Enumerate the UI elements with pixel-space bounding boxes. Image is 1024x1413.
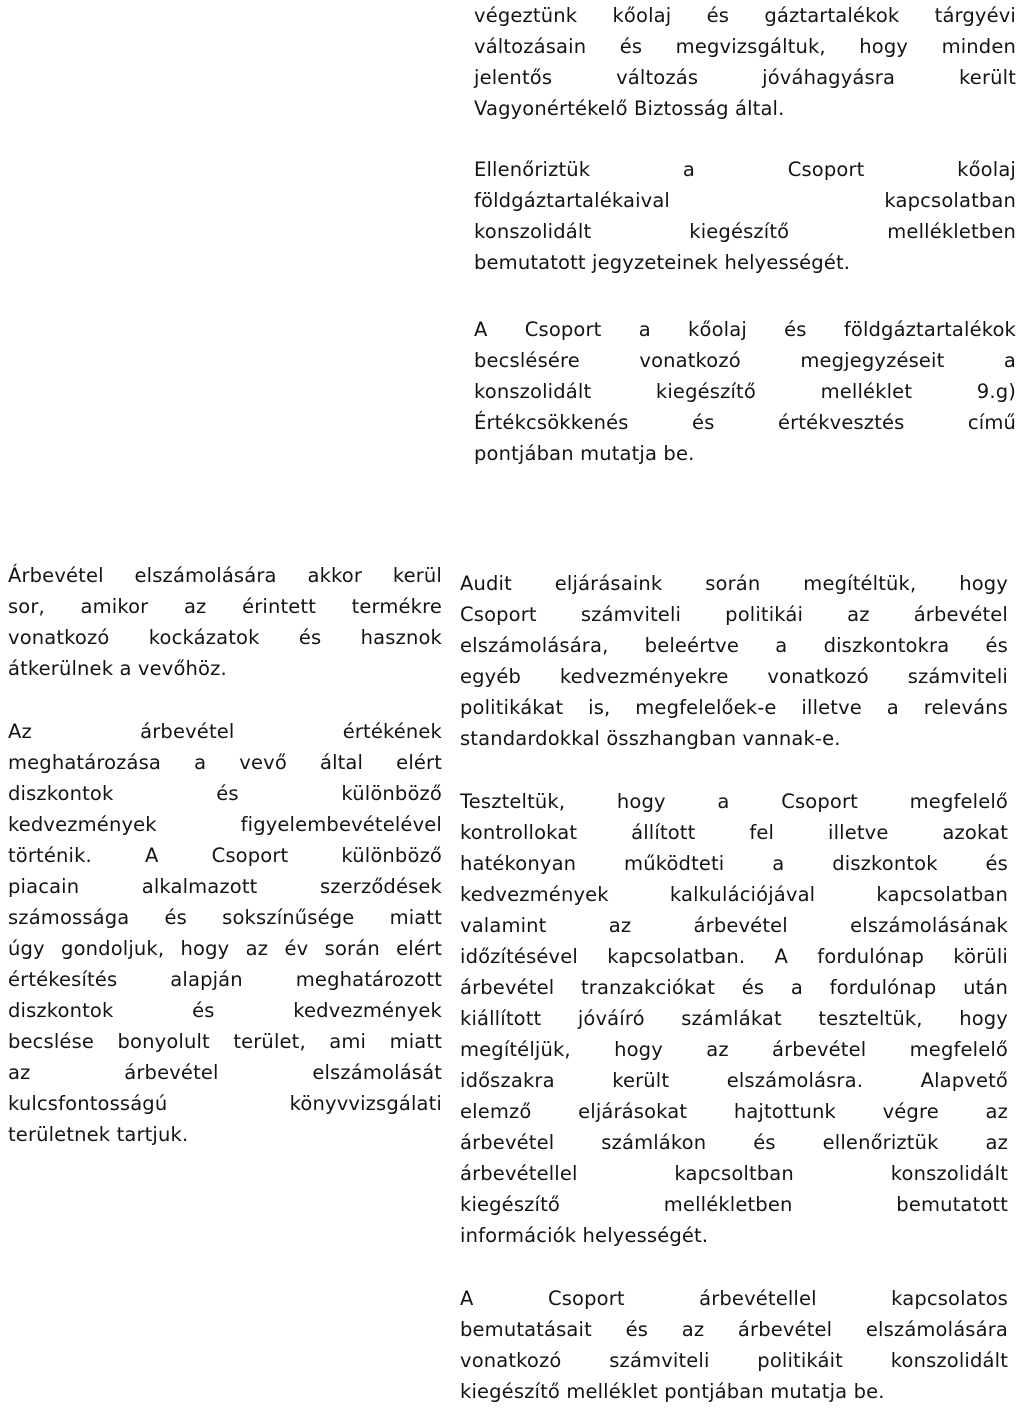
text-line: Csoport számviteli politikái az árbevétel xyxy=(460,603,1008,626)
text-line: becslése bonyolult terület, ami miatt xyxy=(8,1030,442,1053)
paragraph-reserves-changes-review xyxy=(474,0,1016,124)
text-line: konszolidált kiegészítő mellékletben xyxy=(474,220,1016,243)
text-line: pontjában mutatja be. xyxy=(474,442,695,465)
text-line: piacain alkalmazott szerződések xyxy=(8,875,442,898)
paragraph-revenue-valuation-kam xyxy=(8,716,442,1150)
text-line: földgáztartalékaival kapcsolatban xyxy=(474,189,1016,212)
text-line: becslésére vonatkozó megjegyzéseit a xyxy=(474,349,1016,372)
text-line: időzítésével kapcsolatban. A fordulónap körüli xyxy=(460,945,1008,968)
text-line: árbevétel tranzakciókat és a fordulónap után xyxy=(460,976,1008,999)
text-line: végeztünk kőolaj és gáztartalékok tárgyévi xyxy=(474,4,1016,27)
paragraph-controls-testing xyxy=(460,786,1008,1251)
text-line: politikákat is, megfelelőek-e illetve a releváns xyxy=(460,696,1008,719)
text-line: standardokkal összhangban vannak-e. xyxy=(460,727,841,750)
text-line: diszkontok és kedvezmények xyxy=(8,999,442,1022)
paragraph-revenue-disclosure xyxy=(460,1283,1008,1407)
text-line: Ellenőriztük a Csoport kőolaj xyxy=(474,158,1016,181)
text-line: Teszteltük, hogy a Csoport megfelelő xyxy=(460,790,1008,813)
text-line: Audit eljárásaink során megítéltük, hogy xyxy=(460,572,1008,595)
text-line: hatékonyan működteti a diszkontok és xyxy=(460,852,1008,875)
text-line: az árbevétel elszámolását xyxy=(8,1061,442,1084)
text-line: meghatározása a vevő által elért xyxy=(8,751,442,774)
text-line: elemző eljárásokat hajtottunk végre az xyxy=(460,1100,1008,1123)
text-line: sor, amikor az érintett termékre xyxy=(8,595,442,618)
text-line: bemutatásait és az árbevétel elszámolására xyxy=(460,1318,1008,1341)
text-line: Értékcsökkenés és értékvesztés című xyxy=(474,411,1016,434)
text-line: diszkontok és különböző xyxy=(8,782,442,805)
text-line: konszolidált kiegészítő melléklet 9.g) xyxy=(474,380,1016,403)
text-line: A Csoport a kőolaj és földgáztartalékok xyxy=(474,318,1016,341)
text-line: megítéljük, hogy az árbevétel megfelelő xyxy=(460,1038,1008,1061)
text-line: valamint az árbevétel elszámolásának xyxy=(460,914,1008,937)
text-line: elszámolására, beleértve a diszkontokra és xyxy=(460,634,1008,657)
paragraph-revenue-recognition xyxy=(8,560,442,684)
text-line: A Csoport árbevétellel kapcsolatos xyxy=(460,1287,1008,1310)
text-line: kulcsfontosságú könyvvizsgálati xyxy=(8,1092,442,1115)
text-line: számossága és sokszínűsége miatt xyxy=(8,906,442,929)
text-line: értékesítés alapján meghatározott xyxy=(8,968,442,991)
text-line: úgy gondoljuk, hogy az év során elért xyxy=(8,937,442,960)
text-line: jelentős változás jóváhagyásra került xyxy=(474,66,1016,89)
text-line: bemutatott jegyzeteinek helyességét. xyxy=(474,251,851,274)
text-line: árbevétellel kapcsoltban konszolidált xyxy=(460,1162,1008,1185)
text-line: Vagyonértékelő Biztosság által. xyxy=(474,97,785,120)
text-line: Árbevétel elszámolására akkor kerül xyxy=(8,564,442,587)
text-line: kedvezmények figyelembevételével xyxy=(8,813,442,836)
paragraph-audit-procedures xyxy=(460,568,1008,754)
text-line: átkerülnek a vevőhöz. xyxy=(8,657,227,680)
text-line: információk helyességét. xyxy=(460,1224,709,1247)
text-line: kiállított jóváíró számlákat teszteltük, hogy xyxy=(460,1007,1008,1030)
text-line: területnek tartjuk. xyxy=(8,1123,189,1146)
paragraph-reserves-estimate-disclosure xyxy=(474,314,1016,469)
text-line: időszakra került elszámolásra. Alapvető xyxy=(460,1069,1008,1092)
text-line: történik. A Csoport különböző xyxy=(8,844,442,867)
text-line: kontrollokat állított fel illetve azokat xyxy=(460,821,1008,844)
text-line: vonatkozó kockázatok és hasznok xyxy=(8,626,442,649)
text-line: változásain és megvizsgáltuk, hogy minden xyxy=(474,35,1016,58)
text-line: kiegészítő mellékletben bemutatott xyxy=(460,1193,1008,1216)
text-line: egyéb kedvezményekre vonatkozó számviteli xyxy=(460,665,1008,688)
text-line: kedvezmények kalkulációjával kapcsolatban xyxy=(460,883,1008,906)
text-line: Az árbevétel értékének xyxy=(8,720,442,743)
paragraph-reserves-notes-check xyxy=(474,154,1016,278)
text-line: kiegészítő melléklet pontjában mutatja be. xyxy=(460,1380,885,1403)
text-line: vonatkozó számviteli politikáit konszolidált xyxy=(460,1349,1008,1372)
text-line: árbevétel számlákon és ellenőriztük az xyxy=(460,1131,1008,1154)
